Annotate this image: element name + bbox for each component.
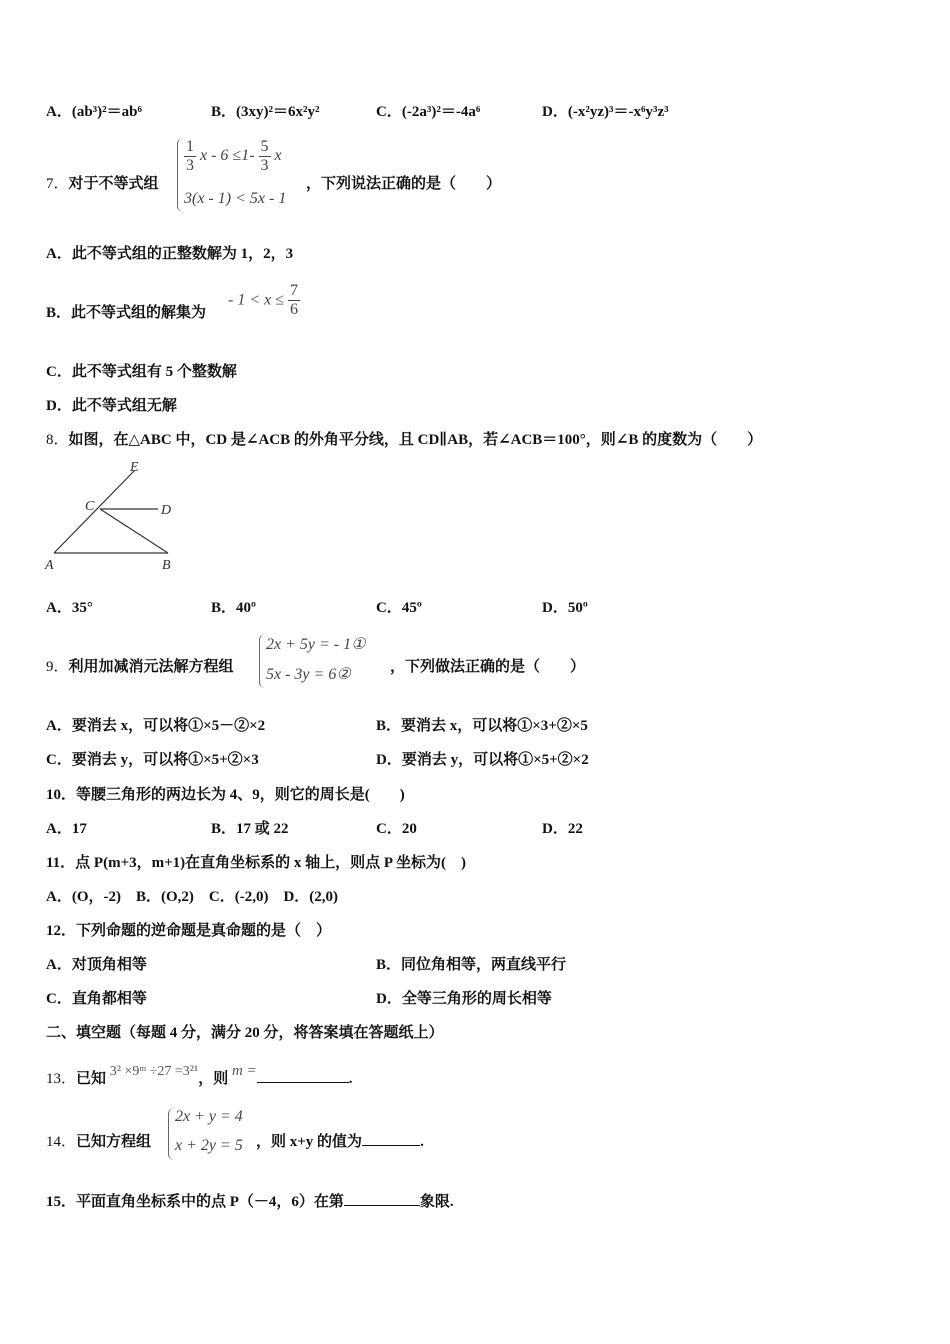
q6-option-d: D．(-x²yz)³＝-x⁶y³z³: [542, 104, 669, 120]
q8-triangle-figure: [40, 455, 190, 575]
q7-option-a: A．此不等式组的正整数解为 1，2，3: [46, 246, 294, 262]
q8-option-b: B．40º: [211, 600, 256, 616]
q9-equation-2: 5x - 3y = 6②: [266, 666, 351, 683]
q8-option-c: C．45º: [376, 600, 422, 616]
label-d: D: [161, 503, 172, 518]
q7-inequality-1: $\frac{1}{3}$ x - 6 ≤1- $\frac{5}{3}$ x: [186, 138, 282, 174]
q14-tail: ，则 x+y 的值为 .: [256, 1134, 424, 1150]
q10-option-b: B．17 或 22: [211, 821, 289, 837]
label-e: E: [130, 460, 139, 475]
q10-question: 10．等腰三角形的两边长为 4、9，则它的周长是( ): [46, 787, 405, 803]
label-a: A: [45, 558, 54, 573]
q12-option-a: A．对顶角相等: [46, 957, 147, 973]
q10-option-a: A．17: [46, 821, 87, 837]
q12-option-d: D．全等三角形的周长相等: [376, 991, 552, 1007]
line-c-b: [100, 509, 168, 553]
q8-option-d: D．50º: [542, 600, 588, 616]
line-a-e: [54, 470, 135, 553]
q13-answer-blank[interactable]: [257, 1082, 349, 1083]
q7-option-b-math: - 1 < x ≤ $\frac{7}{6}$: [228, 282, 299, 318]
q6-option-b: B．(3xy)²＝6x²y²: [211, 104, 320, 120]
q9-option-c: C．要消去 y，可以将①×5+②×3: [46, 752, 259, 768]
q9-equation-1: 2x + 5y = - 1①: [266, 636, 366, 653]
q9-brace: [259, 634, 266, 688]
q12-option-b: B．同位角相等，两直线平行: [376, 957, 567, 973]
q7-option-c: C．此不等式组有 5 个整数解: [46, 364, 237, 380]
q13-expression: 3² ×9ᵐ ÷27 =3²¹: [109, 1064, 199, 1079]
q9-tail: ，下列做法正确的是（ ）: [390, 659, 586, 675]
q7-inequality-2: 3(x - 1) < 5x - 1: [184, 190, 287, 207]
q11-question: 11．点 P(m+3，m+1)在直角坐标系的 x 轴上，则点 P 坐标为( ): [46, 855, 466, 871]
q12-option-c: C．直角都相等: [46, 991, 147, 1007]
q11-options: A．(O，-2) B．(O,2) C．(-2,0) D．(2,0): [46, 889, 339, 905]
label-c: C: [85, 499, 95, 514]
q8-question: 8．如图，在△ABC 中，CD 是∠ACB 的外角平分线，且 CD∥AB，若∠ACB＝100°，则∠B 的度数为（ ）: [46, 432, 763, 448]
q9-option-a: A．要消去 x，可以将①×5－②×2: [46, 718, 266, 734]
label-b: B: [162, 558, 171, 573]
q14-brace: [168, 1108, 175, 1160]
section-2-heading: 二、填空题（每题 4 分，满分 20 分，将答案填在答题纸上）: [46, 1025, 444, 1041]
q10-option-c: C．20: [376, 821, 417, 837]
q15-answer-blank[interactable]: [344, 1205, 420, 1206]
q14-answer-blank[interactable]: [362, 1145, 420, 1146]
q9-option-d: D．要消去 y，可以将①×5+②×2: [376, 752, 589, 768]
q12-question: 12．下列命题的逆命题是真命题的是（ ）: [46, 923, 332, 939]
q14-lead: 14．已知方程组: [46, 1134, 152, 1150]
q9-lead: 9．利用加减消元法解方程组: [46, 659, 234, 675]
q14-equation-1: 2x + y = 4: [175, 1108, 243, 1125]
q9-option-b: B．要消去 x，可以将①×3+②×5: [376, 718, 588, 734]
q7-lead: 7．对于不等式组: [46, 176, 159, 192]
q6-option-c: C．(-2a³)²＝-4a⁶: [376, 104, 481, 120]
q8-option-a: A．35°: [46, 600, 93, 616]
q13-question: 13．已知 3² ×9ᵐ ÷27 =3²¹，则 m = .: [46, 1063, 353, 1087]
q14-equation-2: x + 2y = 5: [175, 1137, 243, 1154]
q7-tail: ，下列说法正确的是（ ）: [306, 176, 502, 192]
q7-brace: [177, 138, 184, 212]
q10-option-d: D．22: [542, 821, 583, 837]
q7-option-b: B．此不等式组的解集为: [46, 305, 207, 321]
q15-question: 15．平面直角坐标系中的点 P（－4，6）在第 象限.: [46, 1194, 454, 1210]
q6-option-a: A．(ab³)²＝ab⁶: [46, 104, 143, 120]
q7-option-d: D．此不等式组无解: [46, 398, 177, 414]
